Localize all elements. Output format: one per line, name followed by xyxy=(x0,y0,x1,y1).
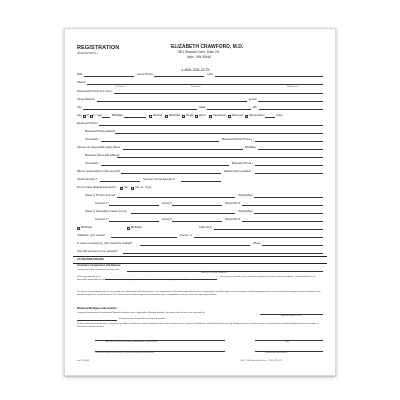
partnered-years-field[interactable] xyxy=(265,117,275,118)
medicare-provider-field[interactable] xyxy=(77,320,117,321)
ssn-field[interactable] xyxy=(100,181,140,182)
cell-label: Cell ( xyxy=(207,73,214,77)
row-city xyxy=(65,105,335,111)
row-secondary-insured xyxy=(65,209,335,215)
row-street xyxy=(65,97,335,103)
occupation-label: Occupation xyxy=(85,138,99,142)
contract2-label: Contract # xyxy=(95,218,108,222)
medicare-label: Medicare xyxy=(81,226,93,230)
if-yes-label: If yes xyxy=(145,186,152,190)
contract-field[interactable] xyxy=(109,205,159,206)
row-primary-insured xyxy=(65,193,335,199)
secondary-insured-field[interactable] xyxy=(131,213,235,214)
medicare-authorization-heading: Medicare/Medigap Authorization xyxy=(77,307,117,310)
sex-f-label: F xyxy=(93,114,96,118)
zip-field[interactable] xyxy=(259,109,323,110)
doctor-address-line1: 7801 Winpark Drive, Suite 2H xyxy=(177,50,219,54)
print-name-caption: Please print name of Beneficiary, Insured or Authorized Representative xyxy=(95,352,155,354)
registration-form-page xyxy=(64,28,336,376)
row-medicare xyxy=(65,225,335,231)
business-phone2-field[interactable] xyxy=(255,165,323,166)
patient-field[interactable] xyxy=(87,84,323,85)
birthdate-field[interactable] xyxy=(124,117,146,118)
policyholder2-label: Policyholder xyxy=(238,210,253,214)
contract-label: Contract # xyxy=(95,202,108,206)
row-sex xyxy=(65,113,335,119)
row-occupation2 xyxy=(65,161,335,167)
widowed-checkbox[interactable] xyxy=(165,115,168,118)
arrow-icon: ► xyxy=(141,186,144,190)
who-responsible-label: Who is responsible for this account? xyxy=(77,170,121,174)
sex-m-checkbox[interactable] xyxy=(83,115,86,118)
partnered-label: Partnered for xyxy=(249,114,265,118)
business-name-field[interactable] xyxy=(117,157,323,158)
home-phone-label: Home Phone ( xyxy=(137,73,155,77)
widowed-label: Widowed xyxy=(169,114,181,118)
secondary-insured-label: Name of Secondary Insurer (if any) xyxy=(85,210,127,214)
row-welfare xyxy=(65,233,335,239)
row-who-responsible xyxy=(65,169,335,175)
medicaid-checkbox[interactable] xyxy=(127,227,130,230)
doctor-address-line2: Mpls., MN 55446 xyxy=(187,55,212,59)
sex-f-checkbox[interactable] xyxy=(90,115,93,118)
subscriber2-field[interactable] xyxy=(242,221,323,222)
spouse-label: Spouse (or responsible party) Name xyxy=(77,146,121,150)
middle-initial-caption: Middle Initial xyxy=(287,86,299,88)
years-label: years xyxy=(276,114,283,118)
row-patient xyxy=(65,80,335,86)
home-phone-field[interactable] xyxy=(154,76,204,77)
footer-copyright: ©2002 - 2006 Medical Arts Press · 1-800-328-2179 xyxy=(239,360,282,362)
street-label: Street Address xyxy=(77,98,95,102)
email-label: E-mail xyxy=(249,98,257,102)
medicare-furnished-text: for any services furnished to me by that provider. xyxy=(119,317,167,320)
email-field[interactable] xyxy=(258,101,323,102)
spouse-field[interactable] xyxy=(123,149,243,150)
claim-id-field[interactable] xyxy=(214,229,323,230)
partnered-checkbox[interactable] xyxy=(245,115,248,118)
row-medical-insurance xyxy=(65,185,335,191)
sex-m-label: M xyxy=(86,114,89,118)
group-field[interactable] xyxy=(172,205,222,206)
subscriber-label: Subscriber # xyxy=(225,202,241,206)
birthdate-label: Birthdate xyxy=(112,114,123,118)
date-field[interactable] xyxy=(84,76,134,77)
doctor-name: ELIZABETH CRAWFORD, M.D. xyxy=(171,44,244,50)
primary-insured-field[interactable] xyxy=(117,197,235,198)
policyholder-field[interactable] xyxy=(254,197,323,198)
insurance-certify-text: I certify that I have insurance coverage with xyxy=(77,268,120,271)
row-spouse xyxy=(65,145,335,151)
divorced-checkbox[interactable] xyxy=(228,115,231,118)
age-label: Age xyxy=(97,114,102,118)
doctor-phone: 1-800-328-2179 xyxy=(181,67,210,72)
authorizations-divider xyxy=(73,256,327,257)
city-label: City xyxy=(77,106,82,110)
separated-checkbox[interactable] xyxy=(209,115,212,118)
zip-label: Zip xyxy=(253,106,257,110)
who-responsible-field[interactable] xyxy=(121,173,221,174)
footer-item-number: Item #81000W xyxy=(77,360,90,362)
insurance-yes-checkbox[interactable] xyxy=(131,187,134,190)
county-label: County of xyxy=(180,234,192,238)
policyholder2-field[interactable] xyxy=(254,213,323,214)
spouse-birthdate-field[interactable] xyxy=(258,149,323,150)
minor-label: Minor xyxy=(199,114,206,118)
claim-id-label: Claim ID # xyxy=(199,226,212,230)
ssn-label: Social Security # xyxy=(77,178,98,182)
spouse-ssn-field[interactable] xyxy=(181,181,221,182)
single-label: Single xyxy=(186,114,194,118)
business-phone-field[interactable] xyxy=(255,141,323,142)
contract2-field[interactable] xyxy=(109,221,159,222)
married-label: Married xyxy=(153,114,163,118)
insurance-yes-label: Yes xyxy=(135,186,140,190)
sex-label: Sex xyxy=(77,114,82,118)
medicare-release-text: To the extent permitted by law, I authorize any holder of medical or other information about me to release to the Centers for Medicare and Medicaid Services, my Medigap insurer, and their agents, any information needed to determine these benefits or benefits for related services. xyxy=(77,323,319,328)
signature-date-caption: Date xyxy=(285,341,289,343)
relationship-label: Relationship to Patient xyxy=(224,170,251,174)
divorced-label: Divorced xyxy=(232,114,243,118)
assign-rest-text: all insurance benefits, if any, otherwise payable to me for services rendered. I understand that I am financially responsible for all charges whether or not paid by insurance. I authorize the use of my signature on all insurance submissions. xyxy=(77,276,316,281)
separated-label: Separated xyxy=(213,114,226,118)
business-address-field[interactable] xyxy=(115,133,323,134)
row-emergency xyxy=(65,241,335,247)
release-text: The above-named doctor may use my health care information and may disclose such information to the above-named Insurance Company(ies) and their agents for the purpose of obtaining payment for services and determining insurance benefits or the benefits payable for related services. This consent will end when my current treatment plan is completed or one year from the date signed below. xyxy=(77,291,321,296)
business-address-label: Business/School Address xyxy=(85,130,116,134)
welfare-field[interactable] xyxy=(111,237,177,238)
business-phone2-label: Business Phone ( xyxy=(232,162,254,166)
subscriber-field[interactable] xyxy=(242,205,323,206)
doctor-clinic-caption: Name of Doctor or Clinic xyxy=(281,315,302,317)
emergency-label: In case of emergency, who should be notified? xyxy=(77,242,133,246)
insurance-no-label: No xyxy=(124,186,128,190)
row-business-name xyxy=(65,153,335,159)
last-name-caption: Last Name xyxy=(115,86,125,88)
state-label: State xyxy=(199,106,206,110)
group-label: Group # xyxy=(162,202,172,206)
city-field[interactable] xyxy=(83,109,197,110)
primary-insured-label: Name of Primary Insured xyxy=(85,194,115,198)
patient-label: Patient xyxy=(77,81,86,85)
occupation2-label: Occupation xyxy=(85,162,99,166)
group2-field[interactable] xyxy=(172,221,222,222)
responsible-label: Responsible Party (if a minor) xyxy=(77,90,113,94)
row-contract xyxy=(65,201,335,207)
relationship-beneficiary-caption: Relationship to Beneficiary xyxy=(265,352,288,354)
emergency-field[interactable] xyxy=(140,245,250,246)
row-employer xyxy=(65,121,335,127)
single-checkbox[interactable] xyxy=(182,115,185,118)
row-date xyxy=(65,72,335,78)
business-phone-label: Business/School Phone ( xyxy=(222,138,253,142)
assign-text: and assign directly to Dr. xyxy=(77,276,101,278)
spouse-ssn-label: Spouse's Social Security # xyxy=(143,178,175,182)
form-subtitle: (PLEASE PRINT) xyxy=(77,52,98,55)
row-occupation xyxy=(65,137,335,143)
signature-caption: Signature of Beneficiary, Insured or Authorized Representative xyxy=(105,341,158,343)
phone-label: Phone xyxy=(253,242,261,246)
state-field[interactable] xyxy=(207,109,251,110)
employer-field[interactable] xyxy=(99,125,323,126)
welfare-label: If Welfare, your number xyxy=(77,234,106,238)
row-ssn xyxy=(65,177,335,183)
medicare-checkbox[interactable] xyxy=(77,227,80,230)
insurance-no-checkbox[interactable] xyxy=(120,187,123,190)
married-checkbox[interactable] xyxy=(149,115,152,118)
group2-label: Group # xyxy=(162,218,172,222)
medical-insurance-label: Do you have Medical Insurance? xyxy=(77,186,117,190)
medicare-request-text: I request that payment of authorized Medicare benefits and, if applicable, Medigap benefits, be made either to me or on my behalf to xyxy=(77,311,205,314)
heard-label: How did you learn of our practice? xyxy=(77,250,118,254)
date-label: Date xyxy=(77,73,83,77)
row-responsible xyxy=(65,89,335,95)
medicaid-label: Medicaid xyxy=(131,226,142,230)
authorizations-heading: AUTHORIZATIONS xyxy=(77,257,104,261)
heard-field[interactable] xyxy=(123,253,323,254)
age-field[interactable] xyxy=(102,117,110,118)
occupation2-field[interactable] xyxy=(101,165,229,166)
relationship-field[interactable] xyxy=(255,173,323,174)
form-title: REGISTRATION xyxy=(77,45,120,51)
occupation-field[interactable] xyxy=(101,141,219,142)
cell-field[interactable] xyxy=(215,76,323,77)
first-name-caption: First Name xyxy=(191,86,201,88)
business-name-label: Business Name and Address xyxy=(85,154,120,158)
insurance-assignment-heading: Insurance Assignment and Release xyxy=(77,264,121,267)
responsible-field[interactable] xyxy=(114,93,323,94)
signature-date-field[interactable] xyxy=(255,340,323,341)
insurance-companies-caption: Name of Insurance companies xyxy=(201,272,227,274)
employer-label: Employer/School xyxy=(77,122,98,126)
policyholder-label: Policyholder xyxy=(238,194,253,198)
spouse-birthdate-label: Birthdate xyxy=(245,146,256,150)
row-heard xyxy=(65,249,335,255)
subscriber2-label: Subscriber # xyxy=(225,218,241,222)
county-field[interactable] xyxy=(194,237,323,238)
minor-checkbox[interactable] xyxy=(195,115,198,118)
street-field[interactable] xyxy=(97,101,247,102)
row-business-address xyxy=(65,129,335,135)
phone-field[interactable] xyxy=(262,245,323,246)
row-contract2 xyxy=(65,217,335,223)
